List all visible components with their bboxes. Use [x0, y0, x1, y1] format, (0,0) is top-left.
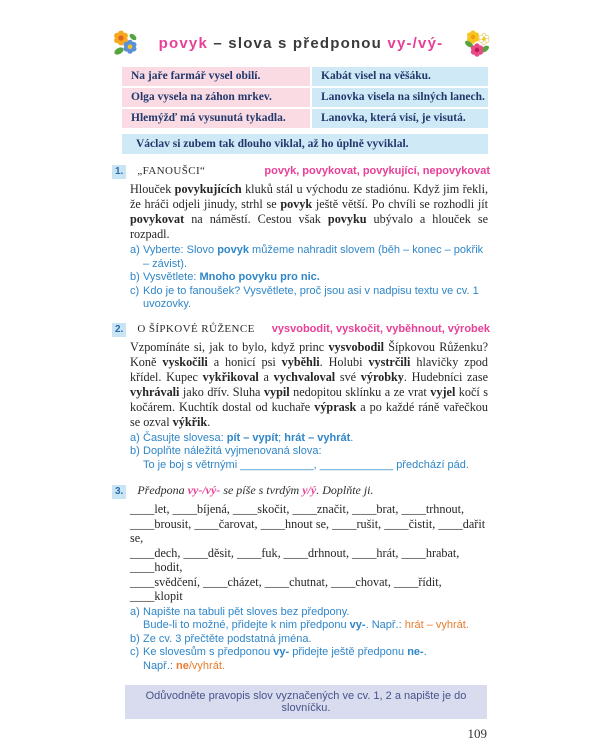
exercise-1	[112, 165, 490, 312]
example-table	[122, 67, 488, 128]
word-list-line: ____dech, ____děsit, ____fuk, ____drhnout, ____hrát, ____hrabat, ____hodit,	[130, 545, 460, 574]
subtask-label: a)	[130, 431, 140, 444]
subtask-text: Ze cv. 3 přečtěte podstatná jména.	[143, 632, 312, 645]
flower-decoration-right-icon	[463, 29, 490, 57]
exercise-2	[112, 323, 490, 473]
subtask-text: Vyberte: Slovo povyk můžeme nahradit slovem (běh – konec – pokřik – závist).	[143, 244, 484, 270]
page-header	[112, 28, 490, 58]
exercise-heading: Předpona vy-/vý- se píše s tvrdým y/ý. Doplňte ji.	[137, 483, 374, 497]
subtask-b-fill-line: To je boj s větrnými ____________, ____________ předchází pád.	[143, 458, 469, 471]
subtask-text: Doplňte náležitá vyjmenovaná slova:	[143, 445, 322, 457]
example-summary-row: Václav si zubem tak dlouho viklal, až ho úplně vyviklal.	[122, 134, 488, 154]
exercise-number-badge: 2.	[112, 323, 126, 337]
word-list-line: ____svědčení, ____cházet, ____chutnat, ____chovat, ____řídit, ____klopit	[130, 574, 442, 603]
word-list	[130, 502, 492, 604]
exercise-paragraph: Vzpomínáte si, jak to bylo, když princ vysvobodil Šípkovou Růženku? Koně vyskočili a honicí psi vyběhli. Holubi vystrčili hlavičky zpod křídel. Kupec vykřikoval a vychvaloval své výrobky. Hudebníci zase vyhrávali jako dřív. Sluha vypil nedopitou sklínku a ze vrat vyjel kočí s kočárem. Kuchtík dostal od kuchaře výprask a po každé ráně vařečkou se ozval výkřik.	[130, 339, 488, 429]
subtask-text: Vysvětlete: Mnoho povyku pro nic.	[143, 271, 320, 283]
subtask-a-example-line: Bude-li to možné, přidejte k nim předponu vy-. Např.: hrát – vyhrát.	[143, 619, 469, 631]
subtask-label: b)	[130, 632, 140, 645]
subtask-b	[130, 271, 490, 285]
word-list-line: ____brousit, ____čarovat, ____hnout se, ____rušit, ____čistit, ____dařit se,	[130, 516, 486, 545]
subtask-label: a)	[130, 244, 140, 256]
exercise-number-badge: 3.	[112, 485, 126, 499]
subtask-text: Ke slovesům s předponou vy- přidejte ještě předponu ne-.	[143, 646, 427, 658]
subtask-text: Kdo je to fanoušek? Vysvětlete, proč jsou asi v nadpisu textu ve cv. 1 uvozovky.	[143, 284, 479, 310]
subtask-label: a)	[130, 605, 140, 618]
exercise-1-header	[112, 165, 490, 179]
flower-decoration-left-icon	[112, 29, 139, 57]
subtask-text: Časujte slovesa: pít – vypít; hrát – vyhrát.	[143, 431, 354, 444]
page-title: povyk – slova s předponou vy-/vý-	[158, 34, 444, 52]
exercise-2-subtasks	[130, 432, 490, 473]
exercise-paragraph: Hlouček povykujících kluků stál u východu ze stadiónu. Když jim řekli, že hráči odjeli jinudy, strhl se povyk ještě větší. Po chvíli se rozhodli jít povykovat na náměstí. Cestou však povyku ubývalo a hlouček se rozpadl.	[130, 182, 489, 241]
page-number: 109	[467, 726, 487, 741]
exercise-3	[112, 483, 490, 673]
subtask-text: Napište na tabuli pět sloves bez předpony.	[143, 605, 350, 618]
exercise-3-header	[112, 483, 490, 499]
table-cell: Na jaře farmář vysel obilí.	[122, 67, 310, 86]
table-cell: Kabát visel na věšáku.	[312, 67, 488, 86]
subtask-c	[130, 285, 490, 312]
subtask-b	[130, 445, 490, 459]
exercise-title: O ŠÍPKOVÉ RŮŽENCE	[137, 322, 255, 335]
exercise-2-header	[112, 323, 490, 337]
exercise-keywords: povyk, povykovat, povykující, nepovykovat	[264, 165, 490, 177]
table-cell: Lanovka, která visí, je visutá.	[312, 109, 488, 128]
table-cell: Olga vysela na záhon mrkev.	[122, 88, 310, 107]
subtask-a	[130, 432, 490, 446]
table-cell: Hlemýžď má vysunutá tykadla.	[122, 109, 310, 128]
exercise-keywords: vysvobodit, vyskočit, vyběhnout, výrobek	[271, 322, 490, 335]
subtask-a	[130, 244, 490, 271]
exercise-3-subtasks	[130, 606, 490, 674]
exercise-title: „FANOUŠCI“	[137, 165, 206, 177]
table-cell: Lanovka visela na silných lanech.	[312, 88, 488, 107]
subtask-label: c)	[130, 284, 140, 297]
subtask-b	[130, 633, 490, 647]
exercise-number-badge: 1.	[112, 165, 126, 179]
subtask-label: c)	[130, 646, 140, 658]
exercise-1-subtasks	[130, 244, 490, 312]
subtask-a	[130, 606, 490, 620]
subtask-c-example-line: Např.: ne/vyhrát.	[143, 659, 225, 672]
subtask-label: b)	[130, 445, 140, 457]
page-content	[112, 28, 490, 742]
subtask-label: b)	[130, 271, 140, 283]
word-list-line: ____let, ____bíjená, ____skočit, ____značit, ____brat, ____trhnout,	[130, 502, 465, 516]
footer-note-box: Odůvodněte pravopis slov vyznačených ve cv. 1, 2 a napište je do slovníčku.	[125, 685, 487, 719]
subtask-c	[130, 646, 490, 660]
